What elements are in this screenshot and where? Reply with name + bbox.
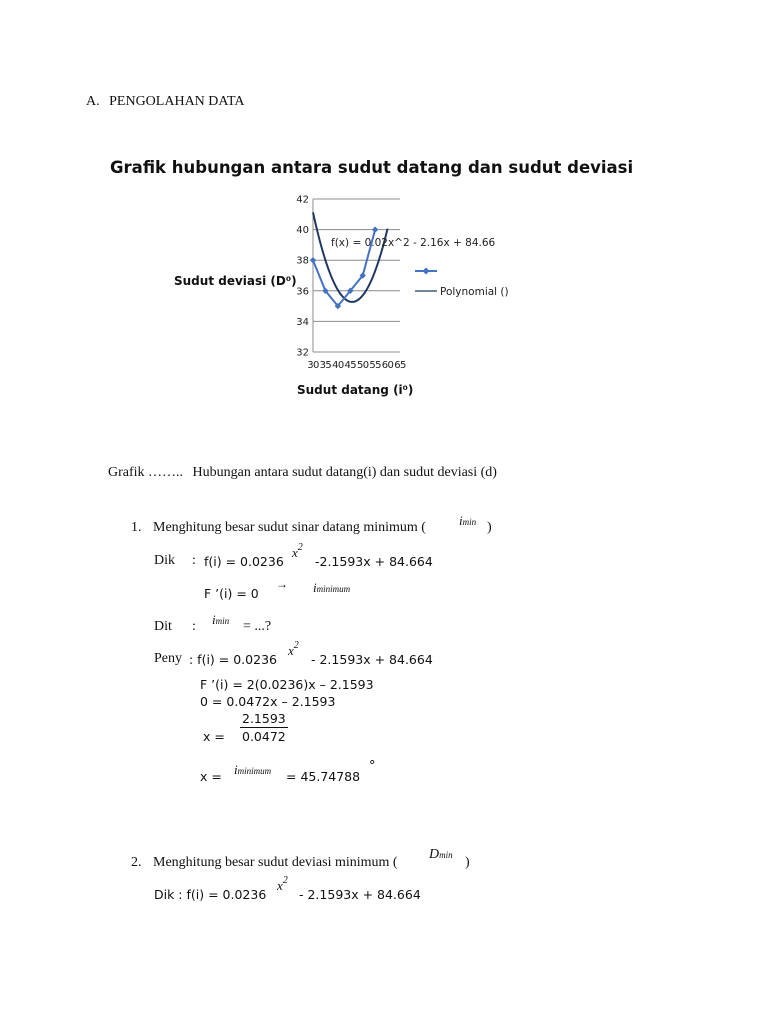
dit-equation: = ...? — [243, 619, 272, 634]
peny-equation-a: : f(i) = 0.0236 — [189, 652, 277, 667]
fprime-zero: F ’(i) = 0 — [204, 586, 259, 601]
step2-dik-equation-a: Dik : f(i) = 0.0236 — [154, 887, 267, 902]
caption-label: Grafik …….. — [108, 465, 184, 480]
step1-close-paren: ) — [487, 520, 492, 535]
fraction-numerator: 2.1593 — [242, 711, 286, 726]
step2-dik-equation-b: - 2.1593x + 84.664 — [299, 887, 421, 902]
x-tick-label: 30 — [307, 360, 319, 371]
step1-text: Menghitung besar sudut sinar datang minimum ( — [153, 520, 426, 535]
fraction-denominator: 0.0472 — [242, 729, 286, 744]
x-tick-label: 55 — [369, 360, 381, 371]
i-symbol: i — [212, 612, 216, 627]
x-variable: x — [277, 878, 283, 893]
y-tick-label: 38 — [296, 255, 309, 267]
degree-symbol: ° — [369, 759, 376, 774]
dik-label: Dik — [154, 553, 175, 568]
x-tick-label: 50 — [356, 360, 369, 371]
legend-trendline-label: Polynomial () — [440, 286, 509, 298]
power-two: 2 — [293, 640, 299, 651]
step2-x-squared — [277, 875, 288, 894]
result-x-label: x = — [200, 769, 222, 784]
peny-x-squared — [288, 640, 299, 659]
derivative-line: F ’(i) = 2(0.0236)x – 2.1593 — [200, 677, 374, 692]
i-symbol: i — [459, 513, 463, 528]
zero-equation-line: 0 = 0.0472x – 2.1593 — [200, 694, 336, 709]
result-i-minimum — [234, 762, 271, 778]
i-symbol: i — [313, 580, 317, 595]
arrow-icon: → — [276, 577, 288, 591]
power-two: 2 — [282, 875, 288, 886]
step2-number: 2. — [131, 855, 142, 870]
i-min-symbol — [459, 513, 476, 529]
dik-equation-b: -2.1593x + 84.664 — [315, 554, 433, 569]
dik-equation-a: f(i) = 0.0236 — [204, 554, 284, 569]
step2-close-paren: ) — [465, 855, 470, 870]
x-tick-label: 60 — [381, 360, 394, 371]
y-axis-label: Sudut deviasi (D⁰) — [174, 274, 297, 288]
step2-heading — [131, 855, 398, 871]
result-value: = 45.74788 — [286, 769, 361, 784]
chart-title: Grafik hubungan antara sudut datang dan sudut deviasi — [110, 158, 634, 177]
dit-label: Dit — [154, 619, 172, 634]
data-point — [310, 257, 316, 263]
dik-colon: : — [192, 553, 196, 568]
step1-number: 1. — [131, 520, 142, 535]
x-tick-label: 35 — [319, 360, 332, 371]
fraction-x-label: x = — [203, 729, 225, 744]
x-variable: x — [288, 643, 294, 658]
y-tick-label: 40 — [296, 225, 309, 237]
section-letter: A. — [86, 94, 100, 109]
x-axis-label: Sudut datang (i⁰) — [297, 383, 414, 397]
step2-text: Menghitung besar sudut deviasi minimum ( — [153, 855, 398, 870]
dik-x-squared — [292, 542, 303, 561]
caption-text: Hubungan antara sudut datang(i) dan sudut deviasi (d) — [192, 465, 497, 480]
i-symbol: i — [234, 762, 238, 777]
minimum-subscript: minimum — [316, 584, 351, 594]
peny-label: Peny — [154, 651, 182, 666]
data-point — [372, 226, 378, 232]
minimum-subscript: minimum — [237, 766, 272, 776]
d-min-symbol — [429, 847, 453, 863]
legend-series-marker — [423, 268, 430, 275]
x-tick-label: 40 — [332, 360, 344, 371]
i-minimum-symbol — [313, 580, 350, 596]
y-tick-label: 42 — [296, 194, 309, 206]
dit-i-min — [212, 612, 229, 628]
min-subscript: min — [462, 517, 477, 527]
x-tick-label: 65 — [394, 360, 406, 371]
x-variable: x — [292, 545, 298, 560]
step1-heading — [131, 520, 426, 536]
y-tick-label: 34 — [296, 316, 309, 328]
min-subscript: min — [439, 850, 453, 860]
y-tick-label: 32 — [296, 347, 309, 359]
trendline-equation: f(x) = 0.02x^2 - 2.16x + 84.66 — [331, 237, 496, 249]
figure-caption — [108, 465, 497, 481]
y-tick-label: 36 — [296, 286, 309, 298]
x-tick-label: 45 — [344, 360, 357, 371]
fraction — [240, 711, 288, 744]
section-title: PENGOLAHAN DATA — [109, 94, 245, 109]
chart — [0, 0, 768, 420]
min-subscript: min — [215, 616, 230, 626]
dit-colon: : — [192, 619, 196, 634]
power-two: 2 — [297, 542, 303, 553]
peny-equation-b: - 2.1593x + 84.664 — [311, 652, 433, 667]
d-symbol: D — [429, 847, 440, 862]
